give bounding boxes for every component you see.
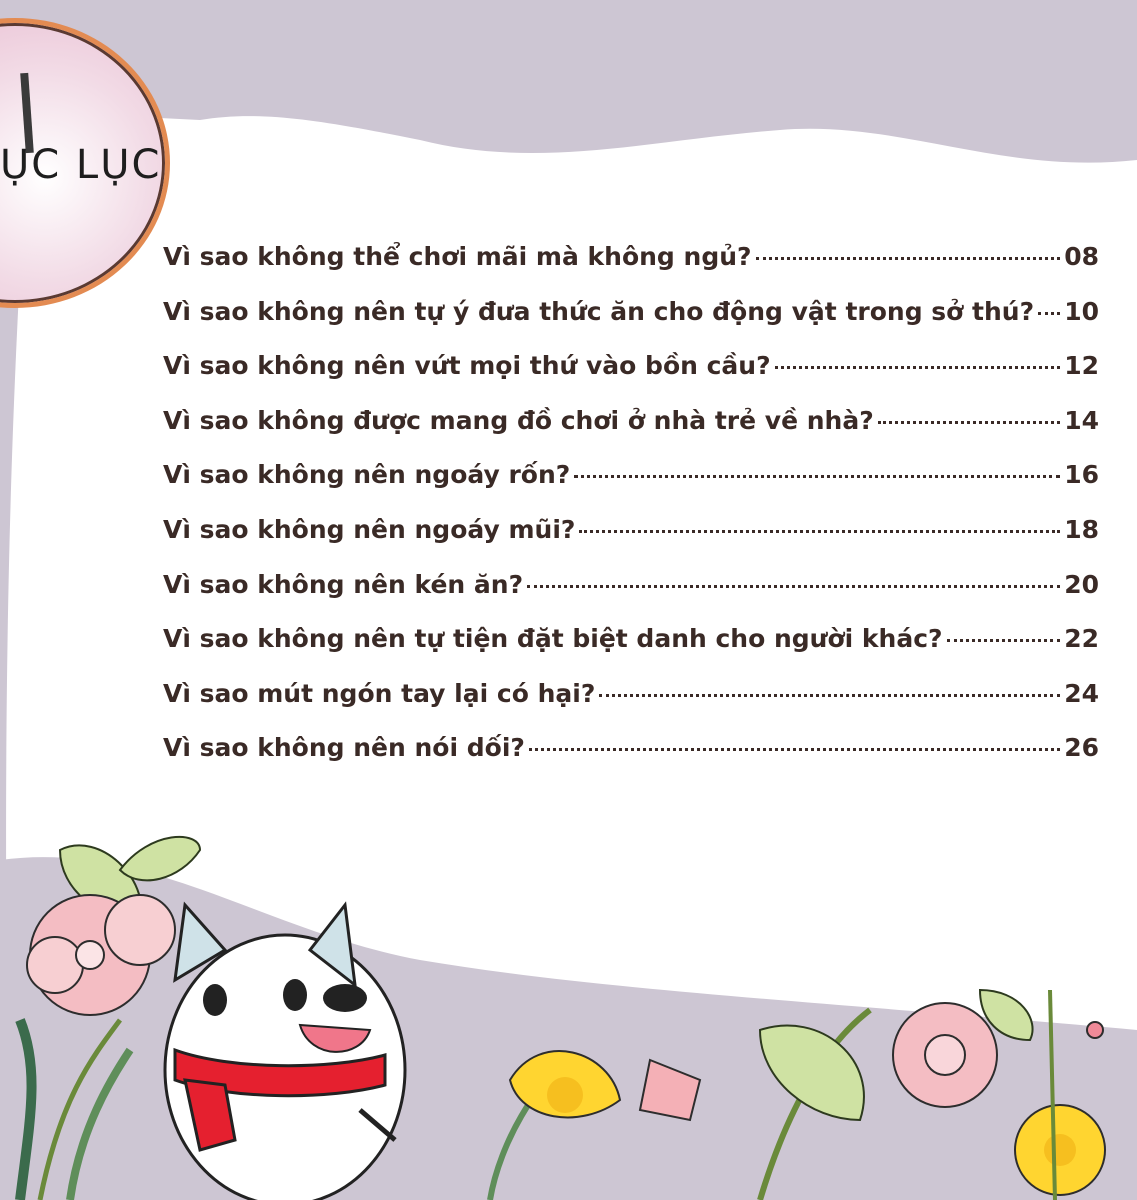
toc-page-number: 18 xyxy=(1064,514,1099,544)
table-of-contents xyxy=(163,242,1099,788)
dot-leader xyxy=(529,748,1060,751)
dot-leader xyxy=(579,530,1060,533)
toc-label: Vì sao không nên tự tiện đặt biệt danh cho người khác? xyxy=(163,624,943,654)
toc-row xyxy=(163,297,1099,352)
dot-leader xyxy=(574,475,1060,478)
toc-label: Vì sao không nên vứt mọi thứ vào bồn cầu? xyxy=(163,351,771,381)
toc-label: Vì sao không thể chơi mãi mà không ngủ? xyxy=(163,242,752,271)
dot-leader xyxy=(878,421,1060,424)
toc-page-number: 12 xyxy=(1064,351,1099,381)
toc-label: Vì sao không nên ngoáy rốn? xyxy=(163,460,571,490)
toc-row xyxy=(163,624,1099,679)
toc-page-number: 08 xyxy=(1064,242,1099,271)
toc-row xyxy=(163,515,1099,570)
toc-row xyxy=(163,460,1099,515)
top-wave-band xyxy=(0,0,1137,163)
dot-leader xyxy=(775,366,1061,369)
toc-label: Vì sao mút ngón tay lại có hại? xyxy=(163,678,596,708)
toc-page-number: 24 xyxy=(1064,678,1099,708)
toc-page-number: 20 xyxy=(1064,569,1099,599)
toc-row xyxy=(163,570,1099,625)
dot-leader xyxy=(756,257,1061,260)
toc-label: Vì sao không nên kén ăn? xyxy=(163,569,524,599)
toc-label: Vì sao không được mang đồ chơi ở nhà trẻ về nhà? xyxy=(163,405,874,435)
dot-leader xyxy=(1038,312,1060,315)
dot-leader xyxy=(947,639,1061,642)
toc-row xyxy=(163,351,1099,406)
toc-row xyxy=(163,406,1099,461)
toc-page-number: 10 xyxy=(1064,296,1099,326)
toc-row xyxy=(163,733,1099,788)
toc-page-number: 22 xyxy=(1064,624,1099,654)
toc-label: Vì sao không nên ngoáy mũi? xyxy=(163,514,576,544)
toc-row xyxy=(163,242,1099,297)
dot-leader xyxy=(599,694,1060,697)
toc-label: Vì sao không nên nói dối? xyxy=(163,733,525,763)
toc-label: Vì sao không nên tự ý đưa thức ăn cho động vật trong sở thú? xyxy=(163,296,1035,326)
toc-page-number: 16 xyxy=(1064,460,1099,490)
toc-page-number: 26 xyxy=(1064,733,1099,763)
dot-leader xyxy=(527,585,1060,588)
toc-row xyxy=(163,679,1099,734)
page-title: ỤC LỤC xyxy=(0,142,162,188)
toc-page-number: 14 xyxy=(1064,405,1099,435)
